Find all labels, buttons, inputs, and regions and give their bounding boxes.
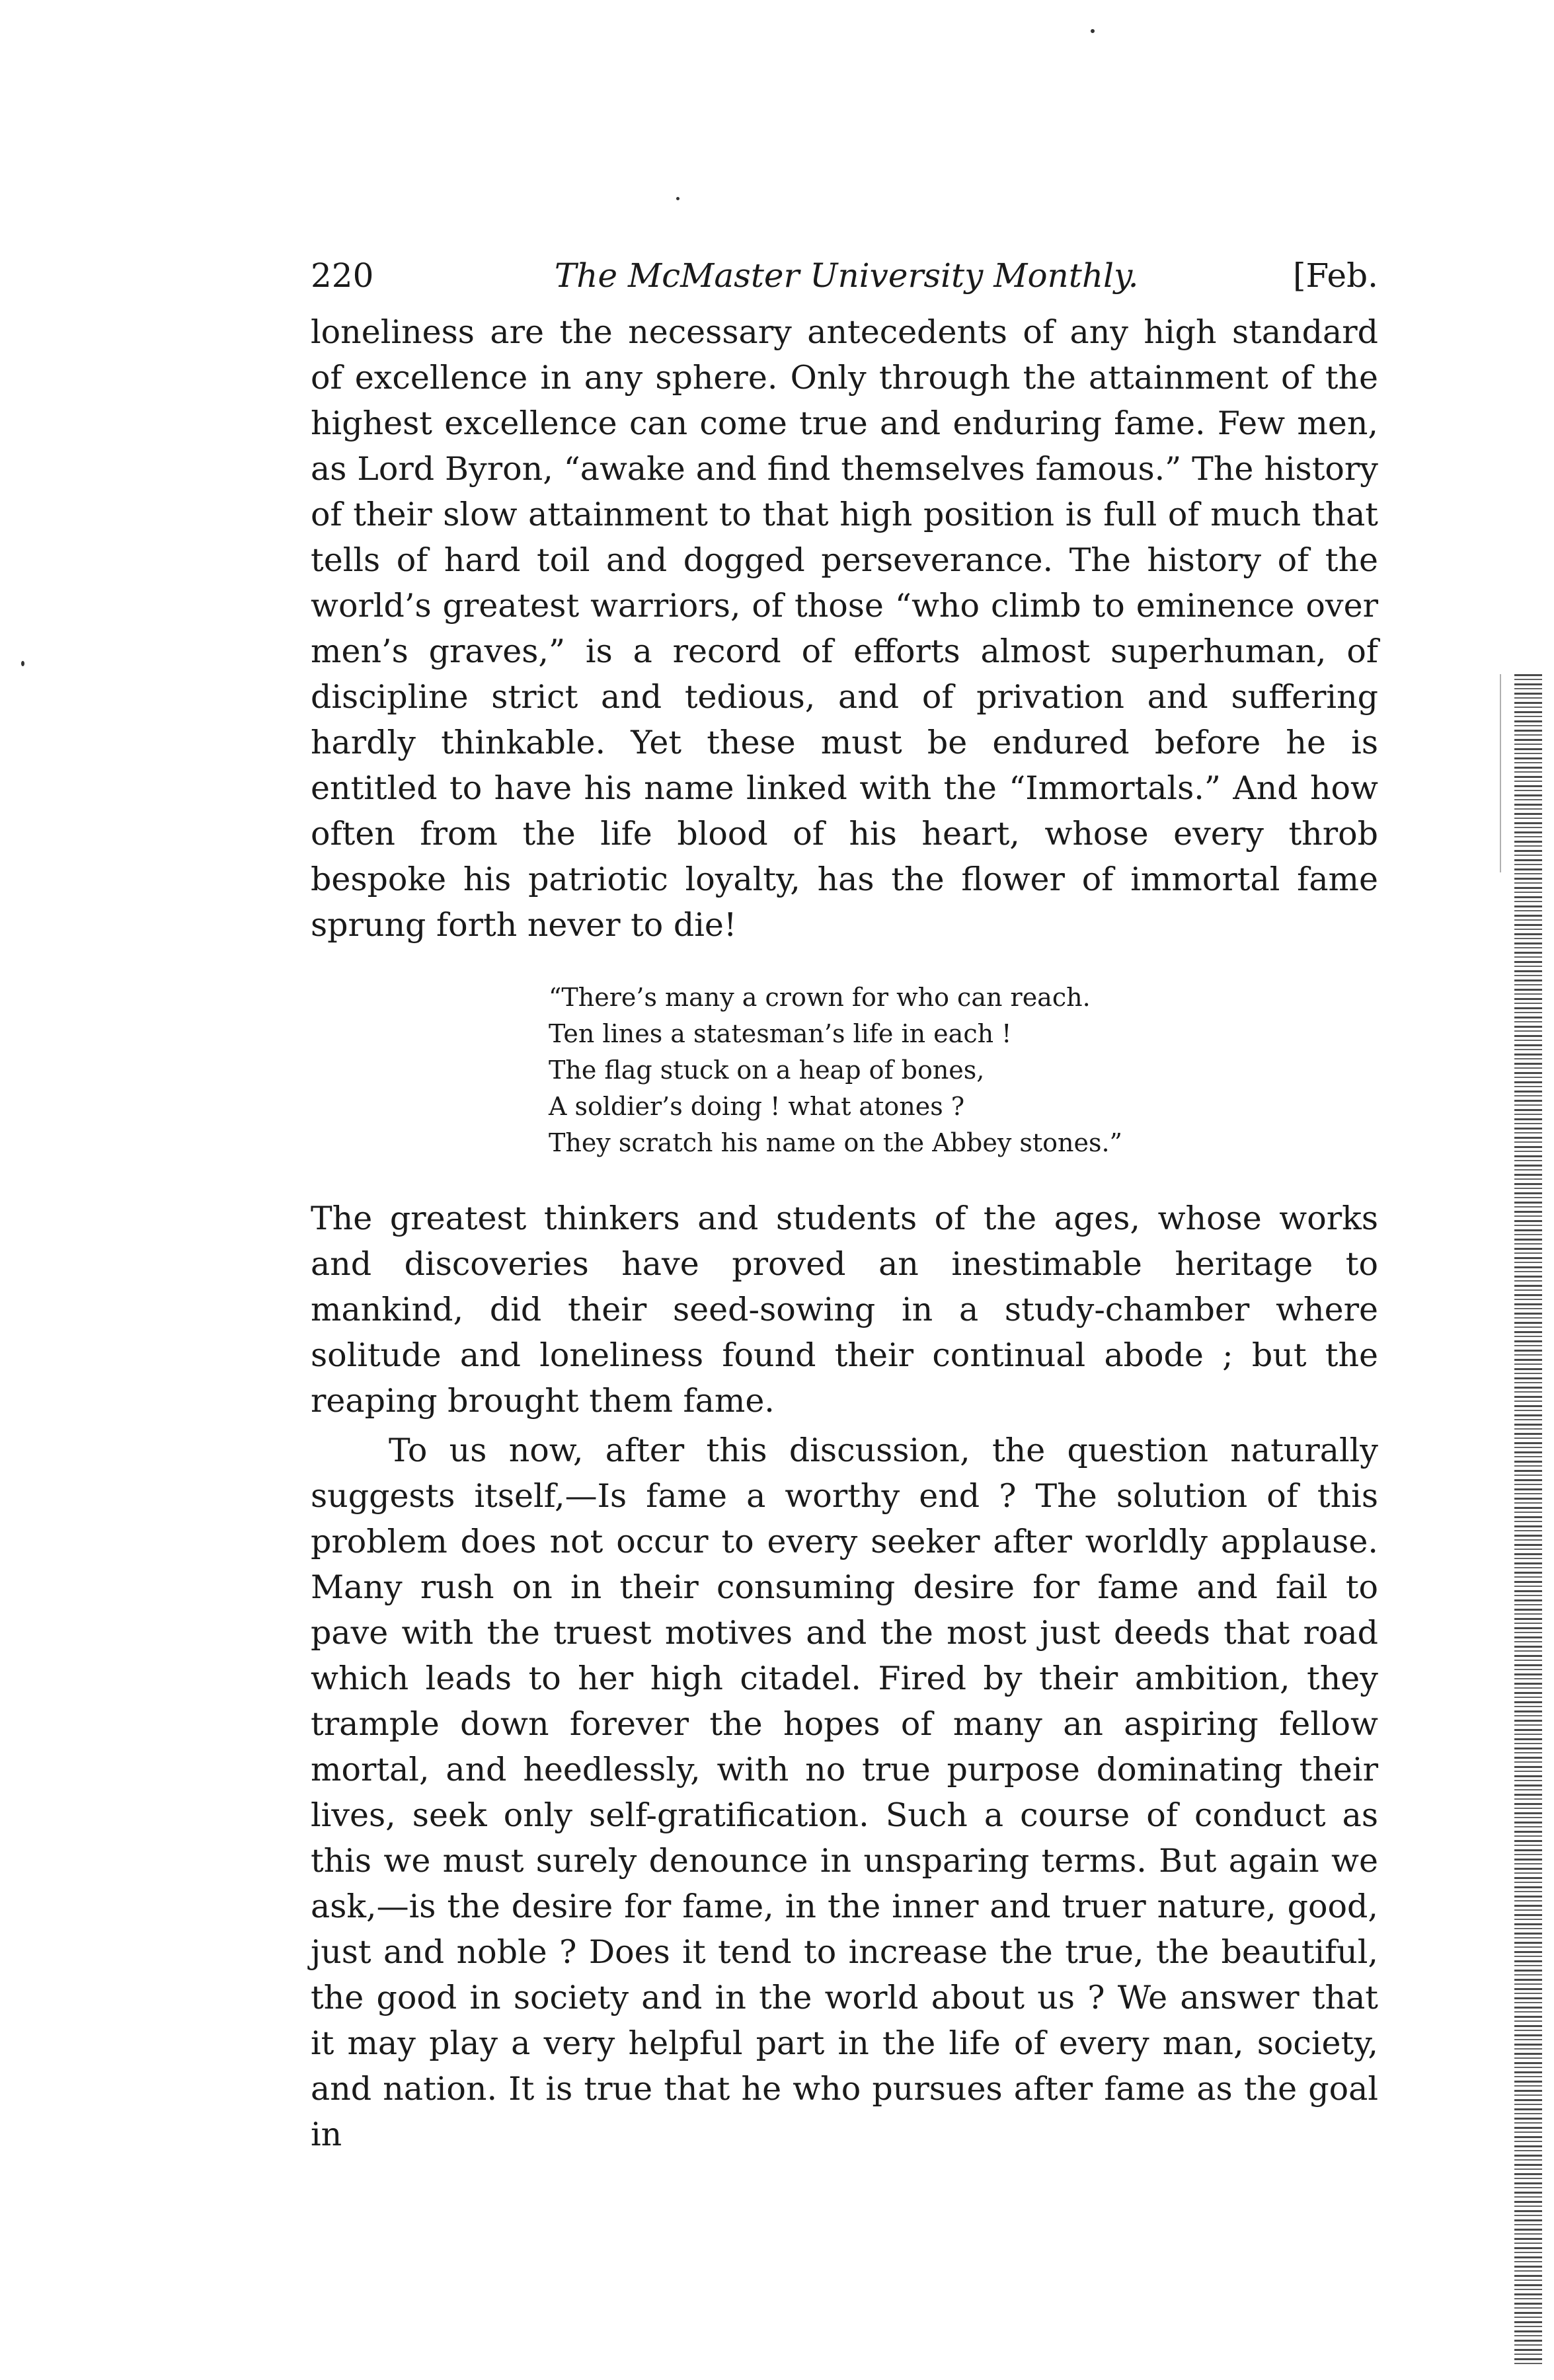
- scan-speck: [676, 197, 680, 200]
- verse-line: “There’s many a crown for who can reach.: [549, 983, 1091, 1012]
- scan-edge-line: [1500, 674, 1501, 872]
- verse-line: A soldier’s doing ! what atones ?: [549, 1092, 965, 1121]
- running-head: [311, 246, 1378, 305]
- paragraph-1: loneliness are the necessary antecedents of any high standard of excellence in any sphere. Only through the attainment of the highest excellence can come true and enduring fame. Few men, as Lord Byron, “awake and find themselves famous.” The history of their slow attainment to that high position is full of much that tells of hard toil and dogged perseverance. The history of the world’s greatest warriors, of those “who climb to eminence over men’s graves,” is a record of efforts almost superhuman, of discipline strict and tedious, and of privation and suffering hardly thinkable. Yet these must be endured before he is entitled to have his name linked with the “Immortals.” And how often from the life blood of his heart, whose every throb bespoke his patriotic loyalty, has the flower of immortal fame sprung forth never to die!: [311, 313, 1378, 944]
- verse-line: They scratch his name on the Abbey stones.”: [549, 1128, 1122, 1157]
- verse-line: Ten lines a statesman’s life in each !: [549, 1019, 1012, 1048]
- page-body: [311, 246, 1378, 2157]
- scan-speck: [21, 661, 24, 666]
- verse-line: The flag stuck on a heap of bones,: [549, 1056, 985, 1085]
- scan-edge-artifact: [1514, 674, 1542, 2366]
- paragraph-2: The greatest thinkers and students of the ages, whose works and discoveries have proved an inestimable heritage to mankind, did their seed-sowing in a study-chamber where solitude and loneliness found their continual abode ; but the reaping brought them fame.: [311, 1200, 1378, 1420]
- paragraph-3: To us now, after this discussion, the question naturally suggests itself,—Is fame a worthy end ? The solution of this problem does not occur to every seeker after worldly applause. Many rush on in their consuming desire for fame and fail to pave with the truest motives and the most just deeds that road which leads to her high citadel. Fired by their ambition, they trample down forever the hopes of many an aspiring fellow mortal, and heedlessly, with no true purpose dominating their lives, seek only self-gratification. Such a course of conduct as this we must surely denounce in unsparing terms. But again we ask,—is the desire for fame, in the inner and truer nature, good, just and noble ? Does it tend to increase the true, the beautiful, the good in society and in the world about us ? We answer that it may play a very helpful part in the life of every man, society, and nation. It is true that he who pursues after fame as the goal in: [311, 1432, 1378, 2153]
- verse-quotation: [549, 979, 1378, 1161]
- page-number: 220: [311, 256, 374, 295]
- scan-speck: [1091, 29, 1095, 33]
- issue-month: [Feb.: [1293, 256, 1378, 295]
- journal-title: The McMaster University Monthly.: [554, 256, 1139, 295]
